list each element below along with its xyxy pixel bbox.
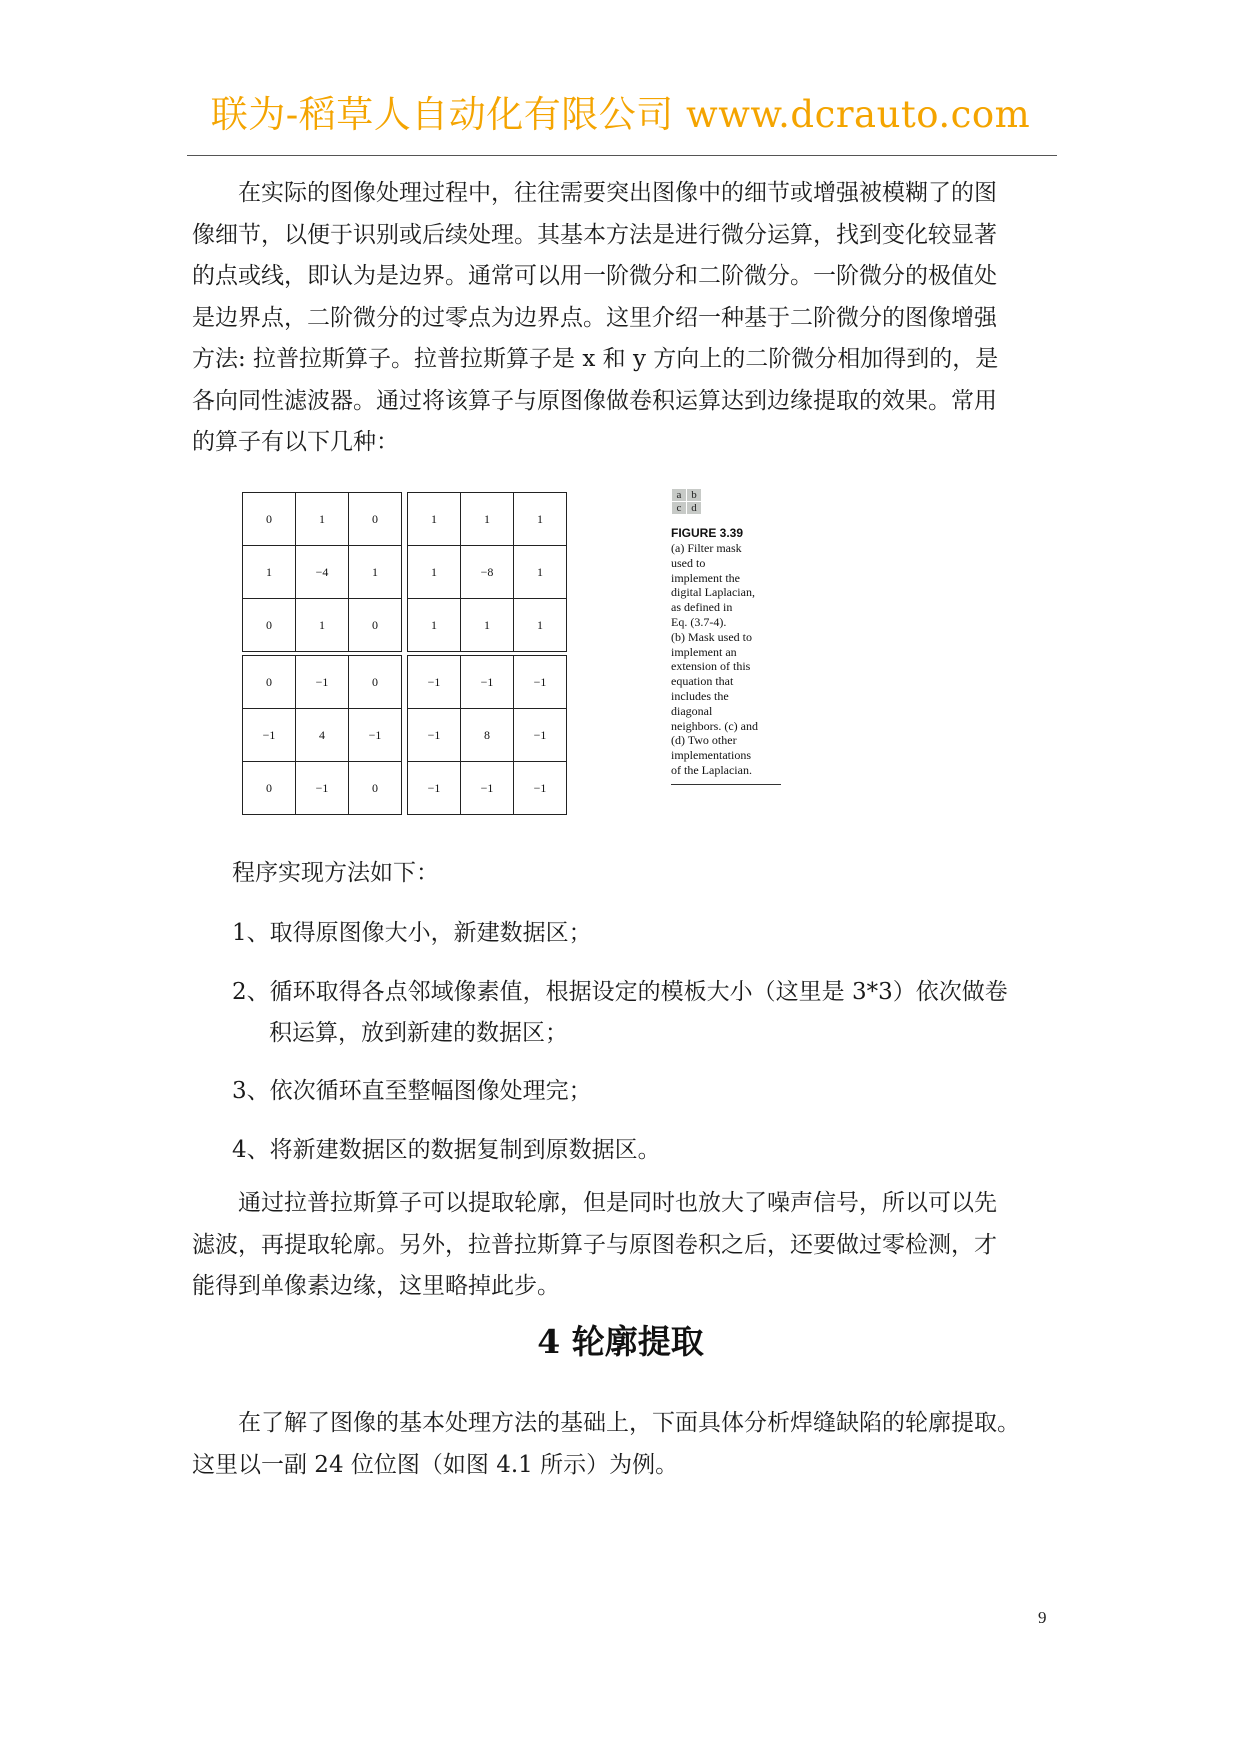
mask-cell: −1 <box>408 709 461 762</box>
mask-cell: −1 <box>408 656 461 709</box>
mask-cell: 1 <box>243 546 296 599</box>
caption-line: as defined in <box>671 600 733 615</box>
procedure-intro: 程序实现方法如下： <box>232 860 439 886</box>
figure-caption <box>671 541 781 778</box>
mask-cell: −1 <box>514 709 567 762</box>
figure-caption-rule <box>671 784 781 785</box>
mask-cell: 0 <box>349 599 402 652</box>
panel-key-cell: a <box>672 489 687 502</box>
mask-cell: 1 <box>408 546 461 599</box>
caption-line: of the Laplacian. <box>671 762 752 777</box>
caption-line: implement an <box>671 644 737 659</box>
header-title: 联为-稻草人自动化有限公司 www.dcrauto.com <box>210 93 1031 136</box>
laplacian-mask-a <box>242 492 402 652</box>
mask-cell: −1 <box>461 656 514 709</box>
mask-cell: −8 <box>461 546 514 599</box>
figure-label: FIGURE 3.39 <box>671 526 744 540</box>
mask-cell: 8 <box>461 709 514 762</box>
mask-cell: 1 <box>296 493 349 546</box>
note-line: 滤波，再提取轮廓。另外，拉普拉斯算子与原图卷积之后，还要做过零检测，才 <box>192 1231 997 1258</box>
caption-line: extension of this <box>671 659 751 674</box>
caption-line: diagonal <box>671 703 713 718</box>
mask-cell: −1 <box>243 709 296 762</box>
panel-key-cell: c <box>672 502 687 515</box>
intro-line: 是边界点，二阶微分的过零点为边界点。这里介绍一种基于二阶微分的图像增强 <box>192 304 997 331</box>
caption-line: neighbors. (c) and <box>671 718 758 733</box>
mask-cell: −1 <box>408 762 461 815</box>
mask-cell: 0 <box>349 762 402 815</box>
intro-paragraph <box>192 173 1056 464</box>
mask-cell: −4 <box>296 546 349 599</box>
mask-cell: 0 <box>349 656 402 709</box>
caption-line: used to <box>671 555 706 570</box>
procedure-step-2: 2、循环取得各点邻域像素值，根据设定的模板大小（这里是 3*3）依次做卷 <box>232 979 1008 1005</box>
intro-line: 的点或线，即认为是边界。通常可以用一阶微分和二阶微分。一阶微分的极值处 <box>192 263 997 289</box>
mask-cell: 1 <box>514 493 567 546</box>
intro-line: 在实际的图像处理过程中，往往需要突出图像中的细节或增强被模糊了的图 <box>238 180 997 206</box>
intro-line: 方法: 拉普拉斯算子。拉普拉斯算子是 x 和 y 方向上的二阶微分相加得到的，是 <box>192 346 999 372</box>
mask-cell: 0 <box>243 762 296 815</box>
panel-key-cell: d <box>687 502 702 515</box>
intro-line: 像细节，以便于识别或后续处理。其基本方法是进行微分运算，找到变化较显著 <box>192 221 997 248</box>
note-line: 通过拉普拉斯算子可以提取轮廓，但是同时也放大了噪声信号，所以可以先 <box>238 1190 997 1216</box>
mask-cell: −1 <box>514 762 567 815</box>
mask-cell: 1 <box>408 493 461 546</box>
mask-cell: 0 <box>243 656 296 709</box>
mask-cell: −1 <box>296 656 349 709</box>
procedure-step-3: 3、依次循环直至整幅图像处理完； <box>232 1078 592 1104</box>
caption-line: implementations <box>671 748 751 763</box>
mask-cell: 1 <box>408 599 461 652</box>
mask-cell: −1 <box>514 656 567 709</box>
note-paragraph <box>192 1183 1056 1308</box>
caption-line: digital Laplacian, <box>671 585 755 600</box>
mask-cell: −1 <box>461 762 514 815</box>
mask-cell: 0 <box>243 599 296 652</box>
caption-line: (b) Mask used to <box>671 629 752 644</box>
procedure-step-1: 1、取得原图像大小，新建数据区； <box>232 920 592 946</box>
caption-line: Eq. (3.7-4). <box>671 614 727 629</box>
mask-cell: 1 <box>296 599 349 652</box>
section-heading: 4 轮廓提取 <box>537 1322 704 1361</box>
note-line: 能得到单像素边缘，这里略掉此步。 <box>192 1273 560 1299</box>
laplacian-mask-b <box>407 492 567 652</box>
section-line: 这里以一副 24 位位图（如图 4.1 所示）为例。 <box>192 1451 679 1478</box>
mask-cell: −1 <box>349 709 402 762</box>
caption-line: includes the <box>671 688 729 703</box>
mask-cell: 1 <box>514 546 567 599</box>
laplacian-mask-d <box>407 655 567 815</box>
header-divider <box>187 155 1057 156</box>
intro-line: 各向同性滤波器。通过将该算子与原图像做卷积运算达到边缘提取的效果。常用 <box>192 387 997 414</box>
caption-line: equation that <box>671 674 734 689</box>
panel-key-cell: b <box>687 489 702 502</box>
mask-cell: 0 <box>349 493 402 546</box>
mask-cell: 0 <box>243 493 296 546</box>
mask-cell: −1 <box>296 762 349 815</box>
section-paragraph <box>192 1403 1056 1486</box>
page-number: 9 <box>1038 1608 1047 1627</box>
procedure-step-4: 4、将新建数据区的数据复制到原数据区。 <box>232 1137 661 1163</box>
mask-cell: 1 <box>461 599 514 652</box>
procedure-step-2-continued: 积运算，放到新建的数据区； <box>269 1020 568 1046</box>
figure-panel-key <box>671 488 702 515</box>
mask-cell: 1 <box>514 599 567 652</box>
mask-cell: 4 <box>296 709 349 762</box>
mask-cell: 1 <box>461 493 514 546</box>
intro-line: 的算子有以下几种： <box>192 429 399 455</box>
mask-cell: 1 <box>349 546 402 599</box>
laplacian-mask-c <box>242 655 402 815</box>
caption-line: implement the <box>671 570 740 585</box>
caption-line: (d) Two other <box>671 733 737 748</box>
caption-line: (a) Filter mask <box>671 541 742 555</box>
section-line: 在了解了图像的基本处理方法的基础上，下面具体分析焊缝缺陷的轮廓提取。 <box>238 1410 1020 1436</box>
